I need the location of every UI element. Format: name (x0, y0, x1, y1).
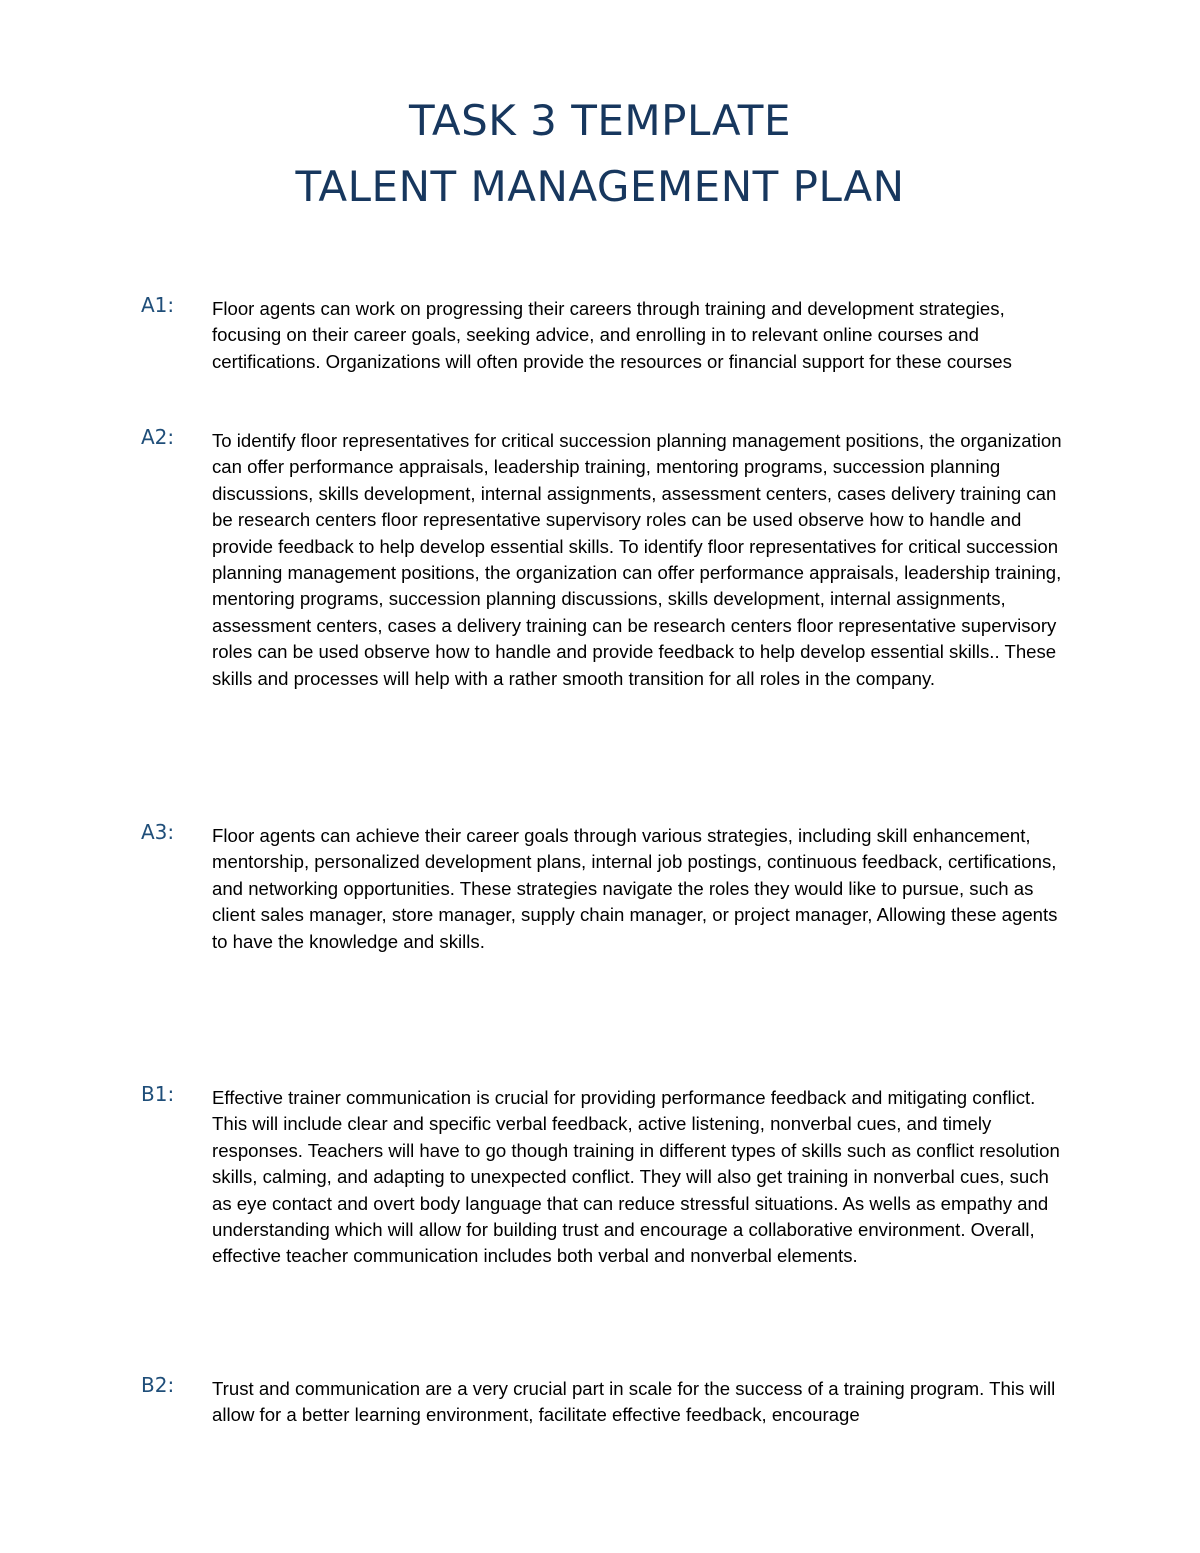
section-label: B1: (141, 1082, 175, 1106)
section-label: A2: (141, 425, 175, 449)
section-text: Floor agents can achieve their career goals through various strategies, including skill enhancement, mentorship, personalized development plans, internal job postings, continuous feedback, certifications, and networking opportunities. These strategies navigate the roles they would like to pursue, such as client sales manager, store manager, supply chain manager, or project manager, Allowing these agents to have the knowledge and skills. (212, 825, 1058, 952)
section-text: To identify floor representatives for critical succession planning management positions, the organization can offer performance appraisals, leadership training, mentoring programs, succession planning discussions, skills development, internal assignments, assessment centers, cases delivery training can be research centers floor representative supervisory roles can be used observe how to handle and provide feedback to help develop essential skills. To identify floor representatives for critical succession planning management positions, the organization can offer performance appraisals, leadership training, mentoring programs, succession planning discussions, skills development, internal assignments, assessment centers, cases a delivery training can be research centers floor representative supervisory roles can be used observe how to handle and provide feedback to help develop essential skills.. These skills and processes will help with a rather smooth transition for all roles in the company. (212, 430, 1062, 689)
section-label: A3: (141, 820, 175, 844)
section-label: B2: (141, 1373, 175, 1397)
section-text: Effective trainer communication is crucial for providing performance feedback and mitigating conflict. This will include clear and specific verbal feedback, active listening, nonverbal cues, and timely responses. Teachers will have to go though training in different types of skills such as conflict resolution skills, calming, and adapting to unexpected conflict. They will also get training in nonverbal cues, such as eye contact and overt body language that can reduce stressful situations. As wells as empathy and understanding which will allow for building trust and encourage a collaborative environment. Overall, effective teacher communication includes both verbal and nonverbal elements. (212, 1087, 1060, 1267)
title-line-2: TALENT MANAGEMENT PLAN (295, 162, 905, 211)
section-text: Floor agents can work on progressing their careers through training and development strategies, focusing on their career goals, seeking advice, and enrolling in to relevant online courses and certifications. Organizations will often provide the resources or financial support for these courses (212, 298, 1012, 372)
section-label: A1: (141, 293, 175, 317)
title-line-1: TASK 3 TEMPLATE (408, 96, 792, 145)
document-title (0, 88, 1200, 220)
section-text: Trust and communication are a very crucial part in scale for the success of a training program. This will allow for a better learning environment, facilitate effective feedback, encourage (212, 1378, 1056, 1426)
